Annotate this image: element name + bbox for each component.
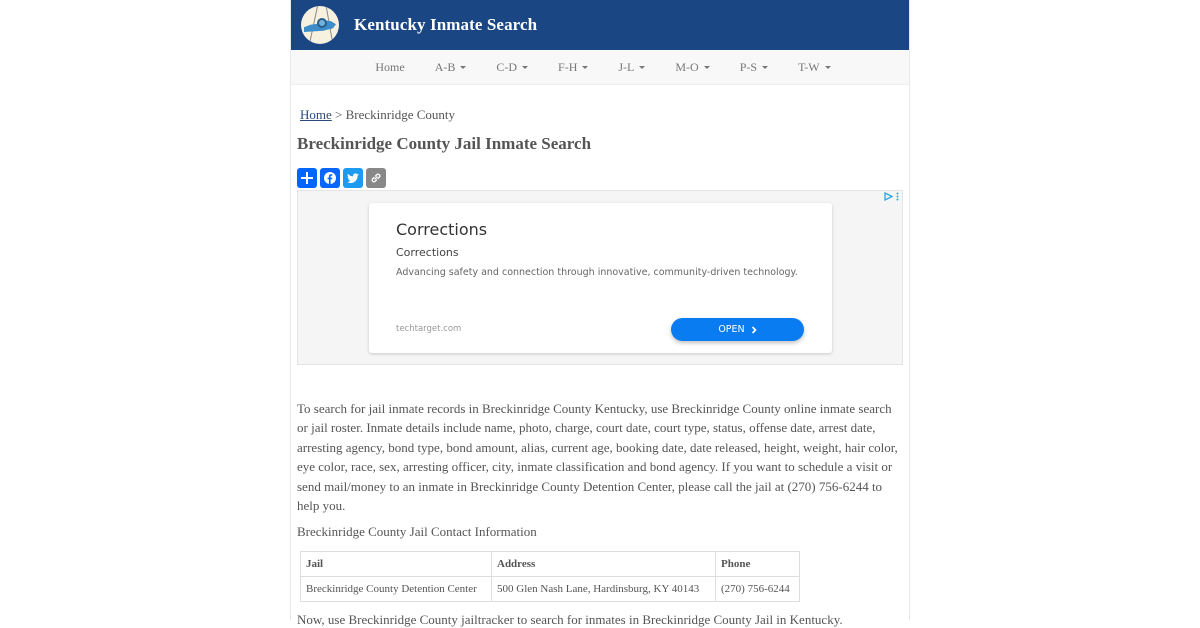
table-header-row [301, 552, 800, 577]
caret-down-icon [825, 66, 831, 69]
table-row [301, 577, 800, 602]
share-buttons [297, 168, 903, 188]
site-title[interactable]: Kentucky Inmate Search [354, 15, 538, 34]
ad-card[interactable] [369, 203, 832, 353]
breadcrumb-separator: > [331, 107, 346, 122]
nav-label: A-B [434, 59, 456, 74]
ad-choices[interactable] [884, 192, 899, 201]
breadcrumb-current: Breckinridge County [345, 107, 456, 122]
ad-open-label: OPEN [718, 324, 745, 335]
jail-name-cell: Breckinridge County Detention Center [301, 577, 492, 602]
nav-label: J-L [618, 59, 635, 74]
copy-link-button[interactable] [366, 168, 386, 188]
advertisement [297, 190, 903, 365]
nav-item-j-l[interactable] [603, 60, 660, 75]
nav-label: C-D [496, 59, 518, 74]
ad-subtitle: Corrections [396, 246, 459, 259]
ad-domain: techtarget.com [396, 324, 462, 334]
nav-item-m-o[interactable] [660, 60, 724, 75]
address-cell: 500 Glen Nash Lane, Hardinsburg, KY 40143 [492, 577, 716, 602]
twitter-share-button[interactable] [343, 168, 363, 188]
link-icon [369, 171, 383, 185]
intro-paragraph: To search for jail inmate records in Breckinridge County Kentucky, use Breckinridge County online inmate search or jail roster. Inmate details include name, photo, charge, court date, court type, status, offense date, arrest date, arresting agency, bond type, bond amount, alias, current age, booking date, date released, height, weight, hair color, eye color, race, sex, arresting officer, city, inmate classification and bond agency. If you want to schedule a visit or send mail/money to an inmate in Breckinridge County Detention Center, please call the jail at (270) 756-6244 to help you. [297, 401, 898, 514]
site-header [291, 0, 909, 50]
twitter-bird-icon [346, 171, 360, 185]
share-plus-button[interactable] [297, 168, 317, 188]
nav-label: P-S [739, 59, 758, 74]
nav-item-p-s[interactable] [725, 60, 783, 75]
column-header-phone: Phone [716, 552, 800, 577]
kentucky-logo-icon[interactable] [301, 6, 339, 44]
caret-down-icon [522, 66, 528, 69]
breadcrumb [297, 107, 903, 123]
jail-contact-table [300, 551, 800, 602]
main-nav [291, 50, 909, 85]
caret-down-icon [762, 66, 768, 69]
column-header-jail: Jail [301, 552, 492, 577]
nav-label: F-H [558, 59, 578, 74]
nav-item-a-b[interactable] [420, 60, 482, 75]
caret-down-icon [704, 66, 710, 69]
ad-description: Advancing safety and connection through innovative, community-driven technology. [396, 267, 798, 278]
breadcrumb-home-link[interactable]: Home [300, 107, 332, 122]
caret-down-icon [460, 66, 466, 69]
nav-item-c-d[interactable] [481, 60, 543, 75]
chevron-right-icon [751, 326, 757, 334]
ad-open-button[interactable] [671, 318, 804, 341]
ad-title: Corrections [396, 220, 488, 239]
page-title: Breckinridge County Jail Inmate Search [297, 134, 592, 153]
caret-down-icon [639, 66, 645, 69]
main-content [291, 107, 909, 628]
phone-cell: (270) 756-6244 [716, 577, 800, 602]
adchoices-play-icon [884, 192, 893, 201]
nav-label: M-O [675, 59, 699, 74]
nav-label: Home [375, 59, 405, 74]
caret-down-icon [582, 66, 588, 69]
outro-paragraph: Now, use Breckinridge County jailtracker to search for inmates in Breckinridge County Jail in Kentucky. [297, 612, 843, 628]
nav-item-f-h[interactable] [543, 60, 603, 75]
nav-item-t-w[interactable] [783, 60, 846, 75]
facebook-share-button[interactable] [320, 168, 340, 188]
facebook-icon [323, 171, 337, 185]
plus-icon [300, 171, 314, 185]
nav-item-home[interactable] [360, 60, 419, 75]
column-header-address: Address [492, 552, 716, 577]
contact-heading: Breckinridge County Jail Contact Information [297, 524, 537, 540]
nav-label: T-W [798, 59, 820, 74]
page-container [290, 0, 910, 628]
more-vertical-icon [896, 192, 899, 201]
